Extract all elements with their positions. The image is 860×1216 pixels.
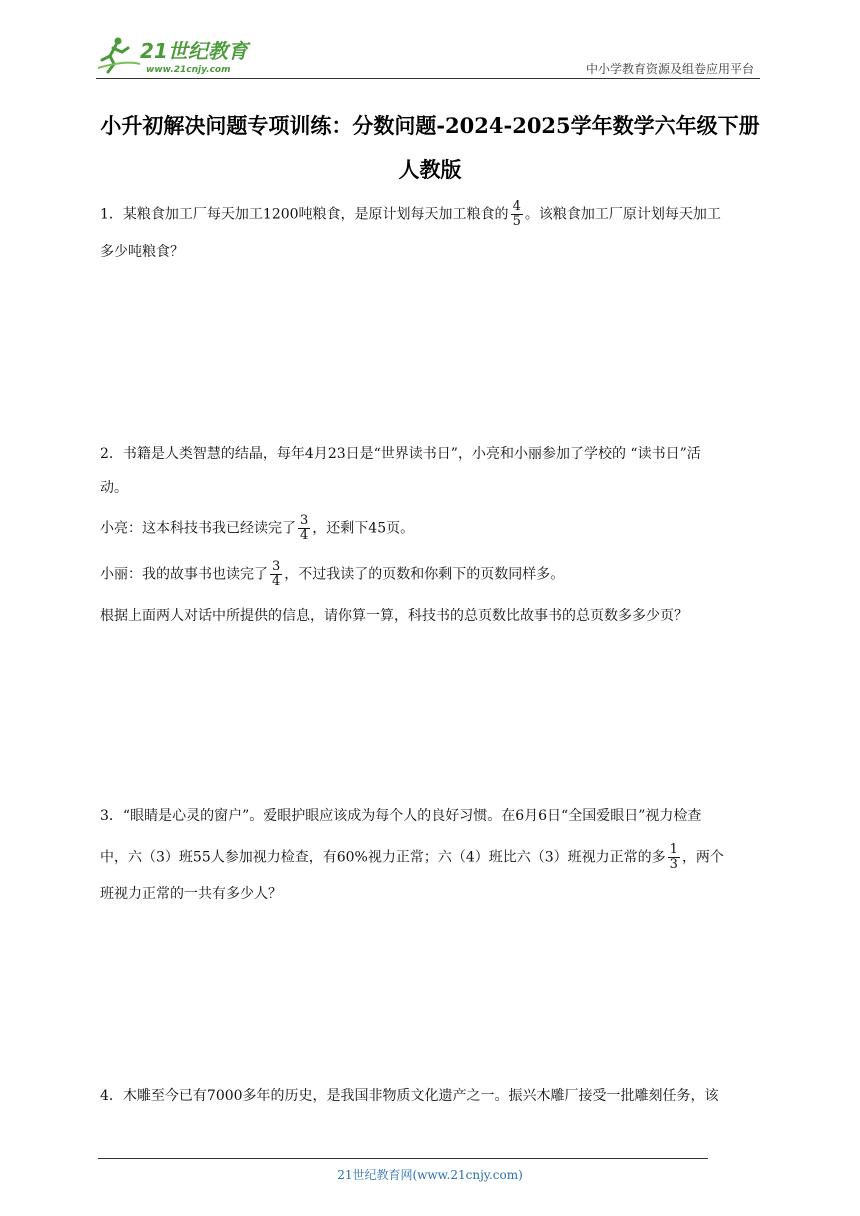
question-text: 木雕至今已有7000多年的历史，是我国非物质文化遗产之一。振兴木雕厂接受一批雕刻任务，该 bbox=[122, 1088, 719, 1104]
fraction: $\frac{3}{4}$ bbox=[300, 513, 309, 543]
question-text: 某粮食加工厂每天加工1200吨粮食，是原计划每天加工粮食的 bbox=[122, 206, 509, 223]
question-2-xiaoliang: 小亮：这本科技书我已经读完了 $\frac{3}{4}$ ，还剩下45页。 bbox=[100, 513, 415, 543]
fraction: $\frac{1}{3}$ bbox=[669, 842, 678, 872]
question-2-xiaoli: 小丽：我的故事书也读完了 $\frac{3}{4}$ ，不过我读了的页数和你剩下的页数同样多。 bbox=[100, 559, 565, 589]
question-number: 4． bbox=[100, 1088, 123, 1104]
document-title-line-1: 小升初解决问题专项训练：分数问题-2024-2025学年数学六年级下册 bbox=[100, 113, 760, 138]
footer-divider bbox=[98, 1158, 708, 1159]
question-text: 。该粮食加工厂原计划每天加工 bbox=[524, 206, 721, 223]
question-number: 3． bbox=[100, 808, 123, 824]
question-1-line-1 bbox=[100, 200, 721, 229]
question-4-line-1 bbox=[100, 1086, 719, 1106]
question-2-line-last: 根据上面两人对话中所提供的信息，请你算一算，科技书的总页数比故事书的总页数多多少页？ bbox=[100, 608, 688, 624]
question-3-line-2: 中，六（3）班55人参加视力检查，有60%视力正常；六（4）班比六（3）班视力正常的多 $\frac{1}{3}$ ，两个 bbox=[100, 842, 724, 872]
fraction: $\frac{4}{5}$ bbox=[512, 199, 521, 229]
question-1-line-2: 多少吨粮食？ bbox=[100, 244, 184, 260]
question-3-line-1 bbox=[100, 806, 701, 826]
footer-link[interactable]: 21世纪教育网(www.21cnjy.com) bbox=[337, 1168, 523, 1182]
logo-21cnjy bbox=[96, 34, 266, 76]
question-2-line-2: 动。 bbox=[100, 480, 128, 496]
question-number: 2． bbox=[100, 446, 123, 462]
question-2-line-1 bbox=[100, 444, 701, 464]
question-text: “眼睛是心灵的窗户”。爱眼护眼应该成为每个人的良好习惯。在6月6日“全国爱眼日”视力检查 bbox=[122, 808, 702, 824]
question-3-line-3: 班视力正常的一共有多少人？ bbox=[100, 886, 282, 902]
page-header bbox=[96, 32, 760, 80]
logo-url: www.21cnjy.com bbox=[146, 65, 231, 75]
question-text: 书籍是人类智慧的结晶，每年4月23日是“世界读书日”，小亮和小丽参加了学校的 “读书日”活 bbox=[122, 446, 701, 462]
question-number: 1． bbox=[100, 206, 123, 223]
fraction: $\frac{3}{4}$ bbox=[272, 559, 281, 589]
document-title-line-2: 人教版 bbox=[398, 157, 462, 182]
platform-label: 中小学教育资源及组卷应用平台 bbox=[585, 62, 754, 76]
header-divider bbox=[96, 78, 760, 79]
logo-text: 21世纪教育 bbox=[140, 39, 248, 63]
